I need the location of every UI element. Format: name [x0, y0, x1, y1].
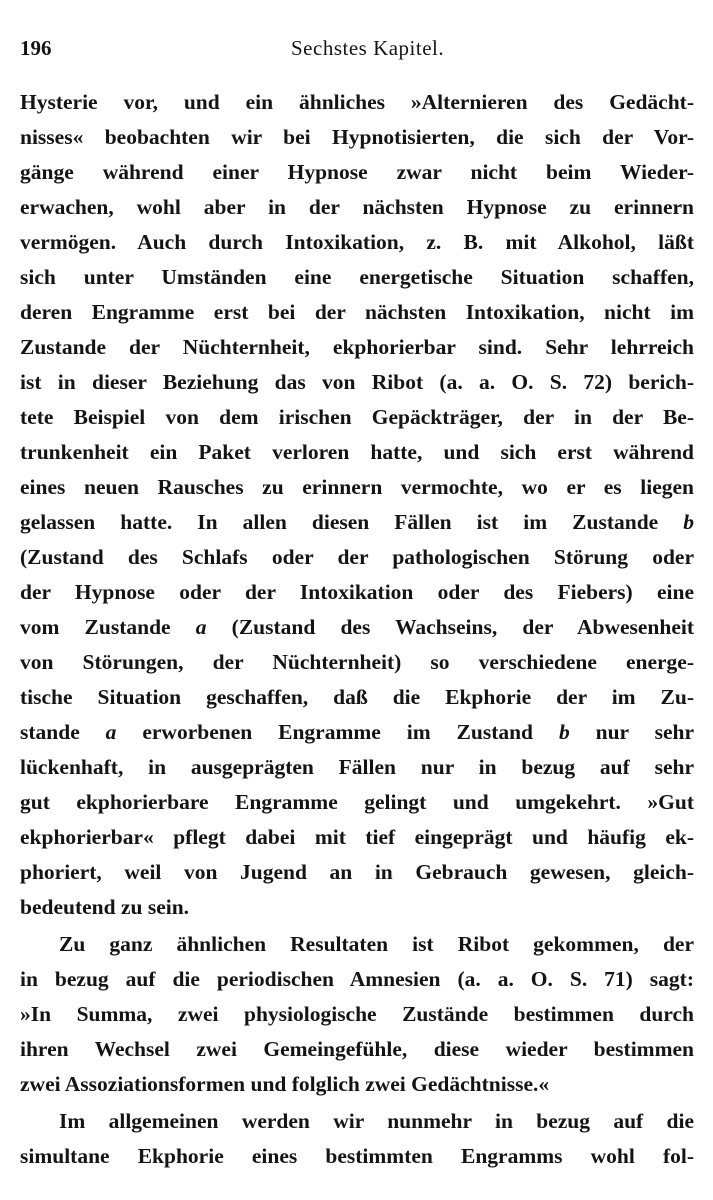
text-line: lückenhaft, in ausgeprägten Fällen nur in bezug auf sehr: [20, 755, 694, 779]
text-line: phoriert, weil von Jugend an in Gebrauch gewesen, gleich-: [20, 860, 694, 884]
text-line: [20, 509, 694, 535]
text-line: [20, 614, 694, 640]
text-line: bedeutend zu sein.: [20, 895, 190, 919]
text-line: nisses« beobachten wir bei Hypnotisierten, die sich der Vor-: [20, 125, 694, 149]
text-line: gänge während einer Hypnose zwar nicht beim Wieder-: [20, 160, 694, 184]
text-line: [20, 719, 694, 745]
text-line: gut ekphorierbare Engramme gelingt und umgekehrt. »Gut: [20, 790, 694, 814]
text-line: »In Summa, zwei physiologische Zustände bestimmen durch: [20, 1002, 694, 1026]
variable-b: b: [558, 720, 570, 744]
text-line: trunkenheit ein Paket verloren hatte, und sich erst während: [20, 440, 694, 464]
text-segment: gelassen hatte. In allen diesen Fällen ist im Zustande: [20, 510, 659, 534]
text-line: simultane Ekphorie eines bestimmten Engramms wohl fol-: [20, 1144, 694, 1168]
text-line: eines neuen Rausches zu erinnern vermochte, wo er es liegen: [20, 475, 694, 499]
text-line: sich unter Umständen eine energetische Situation schaffen,: [20, 265, 694, 289]
text-line: zwei Assoziationsformen und folglich zwei Gedächtnisse.«: [20, 1072, 550, 1096]
text-line: ihren Wechsel zwei Gemeingefühle, diese wieder bestimmen: [20, 1037, 694, 1061]
text-segment: (Zustand des Wachseins, der Abwesenheit: [231, 615, 695, 639]
text-line: deren Engramme erst bei der nächsten Intoxikation, nicht im: [20, 300, 694, 324]
variable-a: a: [105, 720, 117, 744]
text-segment: stande: [20, 720, 80, 744]
text-line: tische Situation geschaffen, daß die Ekphorie der im Zu-: [20, 685, 694, 709]
text-line: Im allgemeinen werden wir nunmehr in bezug auf die: [59, 1109, 694, 1133]
text-line: Zustande der Nüchternheit, ekphorierbar sind. Sehr lehrreich: [20, 335, 694, 359]
page-header: [20, 36, 693, 62]
text-line: der Hypnose oder der Intoxikation oder des Fiebers) eine: [20, 580, 694, 604]
text-segment: vom Zustande: [20, 615, 171, 639]
text-line: in bezug auf die periodischen Amnesien (a. a. O. S. 71) sagt:: [20, 967, 694, 991]
text-line: (Zustand des Schlafs oder der pathologischen Störung oder: [20, 545, 694, 569]
variable-b: b: [683, 510, 695, 534]
text-line: ist in dieser Beziehung das von Ribot (a. a. O. S. 72) berich-: [20, 370, 694, 394]
text-line: tete Beispiel von dem irischen Gepäckträger, der in der Be-: [20, 405, 694, 429]
page-number: 196: [20, 36, 52, 60]
text-line: Hysterie vor, und ein ähnliches »Alternieren des Gedächt-: [20, 90, 694, 114]
text-line: erwachen, wohl aber in der nächsten Hypnose zu erinnern: [20, 195, 694, 219]
text-segment: nur sehr: [595, 720, 695, 744]
text-line: Zu ganz ähnlichen Resultaten ist Ribot gekommen, der: [59, 932, 694, 956]
variable-a: a: [195, 615, 207, 639]
text-segment: erworbenen Engramme im Zustand: [142, 720, 559, 744]
running-title: Sechstes Kapitel.: [291, 36, 445, 60]
text-line: von Störungen, der Nüchternheit) so verschiedene energe-: [20, 650, 694, 674]
text-line: ekphorierbar« pflegt dabei mit tief eingeprägt und häufig ek-: [20, 825, 694, 849]
text-line: vermögen. Auch durch Intoxikation, z. B. mit Alkohol, läßt: [20, 230, 694, 254]
